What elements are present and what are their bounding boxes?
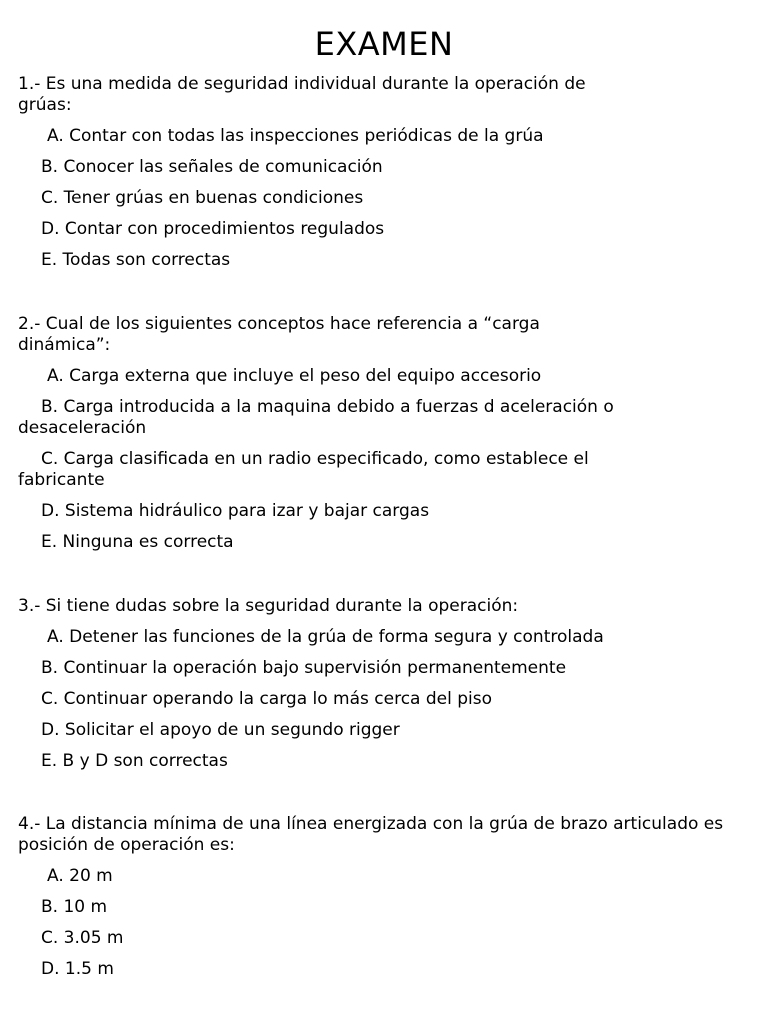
option-d: D. Sistema hidráulico para izar y bajar cargas: [41, 501, 430, 521]
option-d: D. 1.5 m: [41, 959, 114, 979]
question-stem: 1.- Es una medida de seguridad individual durante la operación de grúas:: [18, 74, 586, 115]
option-a: A. Carga externa que incluye el peso del equipo accesorio: [47, 366, 542, 386]
question-2: [18, 314, 768, 553]
question-stem: 4.- La distancia mínima de una línea energizada con la grúa de brazo articulado es posición de operación es:: [18, 814, 724, 855]
option-e: E. Ninguna es correcta: [41, 532, 234, 552]
option-b: B. Continuar la operación bajo supervisión permanentemente: [41, 658, 567, 678]
option-b: B. Conocer las señales de comunicación: [41, 157, 383, 177]
question-4: [18, 814, 768, 980]
option-b: B. Carga introducida a la maquina debido a fuerzas d aceleración o desaceleración: [18, 397, 614, 438]
question-stem: 2.- Cual de los siguientes conceptos hace referencia a “carga dinámica”:: [18, 314, 540, 355]
option-e: E. B y D son correctas: [41, 751, 228, 771]
question-1: [18, 74, 768, 271]
option-list: [18, 366, 768, 553]
option-e: E. Todas son correctas: [41, 250, 231, 270]
option-a: A. Contar con todas las inspecciones periódicas de la grúa: [47, 126, 544, 146]
option-c: C. Continuar operando la carga lo más cerca del piso: [41, 689, 493, 709]
option-a: A. Detener las funciones de la grúa de forma segura y controlada: [47, 627, 604, 647]
option-b: B. 10 m: [41, 897, 108, 917]
page-title: EXAMEN: [314, 25, 454, 63]
option-d: D. Contar con procedimientos regulados: [41, 219, 385, 239]
option-c: C. Carga clasificada en un radio especificado, como establece el fabricante: [18, 449, 589, 490]
option-d: D. Solicitar el apoyo de un segundo rigger: [41, 720, 400, 740]
question-stem: 3.- Si tiene dudas sobre la seguridad durante la operación:: [18, 596, 519, 616]
option-list: [18, 627, 768, 772]
option-list: [18, 866, 768, 980]
option-c: C. 3.05 m: [41, 928, 124, 948]
option-a: A. 20 m: [47, 866, 113, 886]
option-list: [18, 126, 768, 271]
option-c: C. Tener grúas en buenas condiciones: [41, 188, 364, 208]
question-3: [18, 596, 768, 772]
